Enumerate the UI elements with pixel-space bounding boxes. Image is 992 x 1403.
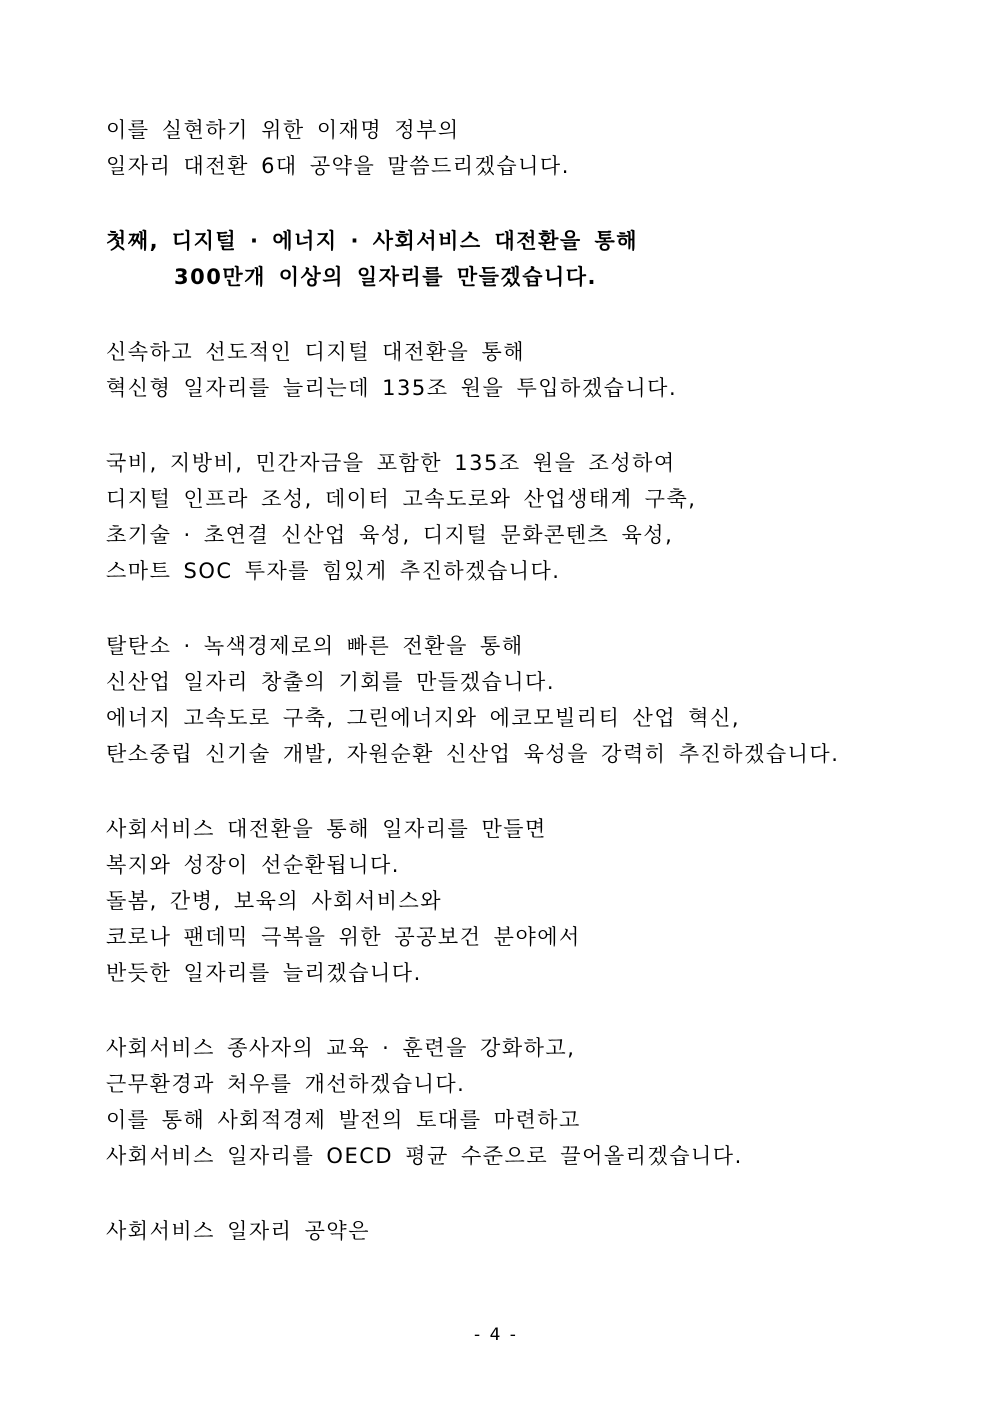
paragraph-gap [106, 406, 926, 445]
heading-line: 300만개 이상의 일자리를 만들겠습니다. [174, 265, 598, 289]
text-line: 사회서비스 대전환을 통해 일자리를 만들면 [106, 817, 547, 841]
intro-paragraph [106, 112, 926, 184]
text-line: 이를 통해 사회적경제 발전의 토대를 마련하고 [106, 1108, 581, 1132]
text-line: 신속하고 선도적인 디지털 대전환을 통해 [106, 340, 526, 364]
social-service-paragraph [106, 811, 926, 991]
text-line: 이를 실현하기 위한 이재명 정부의 [106, 118, 460, 142]
paragraph-gap [106, 991, 926, 1030]
text-line: 일자리 대전환 6대 공약을 말씀드리겠습니다. [106, 154, 570, 178]
text-line: 사회서비스 종사자의 교육 · 훈련을 강화하고, [106, 1036, 576, 1060]
paragraph-gap [106, 184, 926, 223]
text-line: 탄소중립 신기술 개발, 자원순환 신산업 육성을 강력히 추진하겠습니다. [106, 742, 840, 766]
text-line: 신산업 일자리 창출의 기회를 만들겠습니다. [106, 670, 556, 694]
text-line: 디지털 인프라 조성, 데이터 고속도로와 산업생태계 구축, [106, 487, 697, 511]
pledge-heading [106, 223, 926, 295]
text-line: 근무환경과 처우를 개선하겠습니다. [106, 1072, 466, 1096]
paragraph-gap [106, 295, 926, 334]
text-line: 혁신형 일자리를 늘리는데 135조 원을 투입하겠습니다. [106, 376, 678, 400]
paragraph-gap [106, 589, 926, 628]
speech-body [106, 112, 926, 1249]
digital-paragraph [106, 334, 926, 406]
text-line: 스마트 SOC 투자를 힘있게 추진하겠습니다. [106, 559, 561, 583]
energy-paragraph [106, 628, 926, 772]
text-line: 돌봄, 간병, 보육의 사회서비스와 [106, 889, 443, 913]
text-line: 탈탄소 · 녹색경제로의 빠른 전환을 통해 [106, 634, 524, 658]
text-line: 사회서비스 일자리 공약은 [106, 1219, 370, 1243]
text-line: 반듯한 일자리를 늘리겠습니다. [106, 961, 422, 985]
text-line: 에너지 고속도로 구축, 그린에너지와 에코모빌리티 산업 혁신, [106, 706, 741, 730]
text-line: 코로나 팬데믹 극복을 위한 공공보건 분야에서 [106, 925, 581, 949]
text-line: 복지와 성장이 선순환됩니다. [106, 853, 400, 877]
closing-paragraph [106, 1213, 926, 1249]
heading-line: 첫째, 디지털 · 에너지 · 사회서비스 대전환을 통해 [106, 229, 639, 253]
text-line: 사회서비스 일자리를 OECD 평균 수준으로 끌어올리겠습니다. [106, 1144, 743, 1168]
paragraph-gap [106, 772, 926, 811]
funding-paragraph [106, 445, 926, 589]
text-line: 초기술 · 초연결 신산업 육성, 디지털 문화콘텐츠 육성, [106, 523, 674, 547]
paragraph-gap [106, 1174, 926, 1213]
text-line: 국비, 지방비, 민간자금을 포함한 135조 원을 조성하여 [106, 451, 676, 475]
worker-paragraph [106, 1030, 926, 1174]
page-number: - 4 - [474, 1325, 518, 1345]
